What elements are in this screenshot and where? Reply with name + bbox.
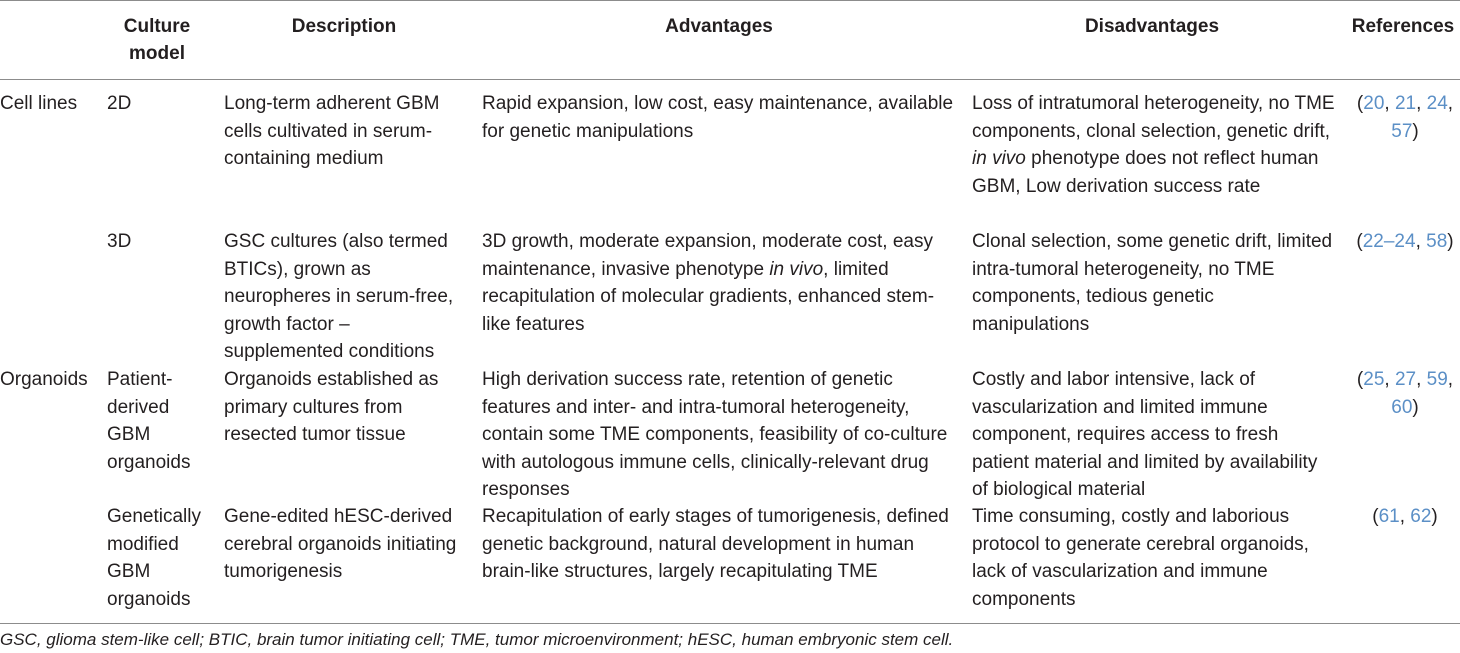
reference-link[interactable]: 25	[1363, 369, 1385, 390]
table-row-patient-derived-model: Patient-derived GBM organoids	[107, 369, 191, 473]
reference-link[interactable]: 59	[1426, 369, 1448, 390]
table-row-2d-disadvantages	[972, 90, 1336, 200]
disadvantages-text: Loss of intratumoral heterogeneity, no TME components, clonal selection, genetic drift,	[972, 93, 1335, 142]
table-row-genetically-modified-model: Genetically modified GBM organoids	[107, 506, 201, 610]
table-row-3d-model: 3D	[107, 231, 132, 252]
table-row-patient-derived-description: Organoids established as primary cultures from resected tumor tissue	[224, 369, 439, 445]
table-row-patient-derived-disadvantages: Costly and labor intensive, lack of vascularization and limited immune component, requires access to fresh patient material and limited by availability of biological material	[972, 369, 1318, 500]
table-row-3d-advantages	[482, 228, 956, 338]
group-label-cell-lines: Cell lines	[0, 93, 78, 114]
table-row-genetically-modified-advantages: Recapitulation of early stages of tumorigenesis, defined genetic background, natural development in human brain-like structures, largely recapitulating TME	[482, 506, 949, 582]
table-row-genetically-modified-references: (61, 62)	[1372, 506, 1438, 527]
table-row-3d-disadvantages: Clonal selection, some genetic drift, limited intra-tumoral heterogeneity, no TME components, tedious genetic manipulations	[972, 231, 1333, 335]
reference-link[interactable]: 27	[1394, 369, 1417, 390]
advantages-text: 3D growth, moderate expansion, moderate cost, easy maintenance, invasive phenotype	[482, 231, 933, 280]
table-footnote: GSC, glioma stem-like cell; BTIC, brain tumor initiating cell; TME, tumor microenvironment; hESC, human embryonic stem cell.	[0, 630, 954, 649]
table-row-genetically-modified-description: Gene-edited hESC-derived cerebral organoids initiating tumorigenesis	[224, 506, 457, 582]
header-culture-model: Culture model	[123, 16, 191, 64]
header-advantages: Advantages	[665, 16, 773, 37]
header-disadvantages: Disadvantages	[1084, 16, 1220, 37]
reference-link[interactable]: 58	[1426, 231, 1448, 252]
table-bottom-rule	[0, 623, 1460, 624]
table-row-3d-references: (22–24, 58)	[1356, 231, 1454, 252]
header-description: Description	[291, 16, 397, 37]
table-row-patient-derived-references: (25, 27, 59, 60)	[1356, 369, 1454, 418]
table-row-2d-advantages: Rapid expansion, low cost, easy maintenance, available for genetic manipulations	[482, 93, 954, 142]
table-row-2d-description: Long-term adherent GBM cells cultivated in serum-containing medium	[224, 93, 440, 169]
reference-link[interactable]: 61	[1378, 506, 1400, 527]
reference-link[interactable]: 22–24	[1362, 231, 1416, 252]
reference-link[interactable]: 60	[1391, 396, 1413, 418]
header-references: References	[1351, 16, 1455, 37]
advantages-text: , limited recapitulation of molecular gradients, enhanced stem-like features	[482, 258, 935, 335]
reference-link[interactable]: 21	[1394, 93, 1417, 114]
table-row-patient-derived-advantages: High derivation success rate, retention of genetic features and inter- and intra-tumoral heterogeneity, contain some TME components, feasibility of co-culture with autologous immune cells, clinically-relevant drug responses	[482, 369, 948, 500]
in-vivo-italic: in vivo	[972, 148, 1026, 169]
header-rule	[0, 79, 1460, 80]
table-row-genetically-modified-disadvantages: Time consuming, costly and laborious protocol to generate cerebral organoids, lack of vascularization and immune components	[972, 506, 1309, 610]
in-vivo-italic: in vivo	[769, 258, 824, 280]
table-row-2d-references: (20, 21, 24, 57)	[1356, 93, 1454, 142]
reference-link[interactable]: 24	[1426, 93, 1448, 114]
group-label-organoids: Organoids	[0, 369, 88, 390]
table-row-3d-description: GSC cultures (also termed BTICs), grown as neuropheres in serum-free, growth factor – supplemented conditions	[224, 231, 454, 362]
table-row-2d-model: 2D	[107, 93, 132, 114]
reference-link[interactable]: 20	[1363, 93, 1385, 114]
table-top-rule	[0, 0, 1460, 1]
reference-link[interactable]: 62	[1410, 506, 1432, 527]
disadvantages-text: phenotype does not reflect human GBM, Low derivation success rate	[972, 148, 1319, 197]
reference-link[interactable]: 57	[1391, 120, 1413, 142]
